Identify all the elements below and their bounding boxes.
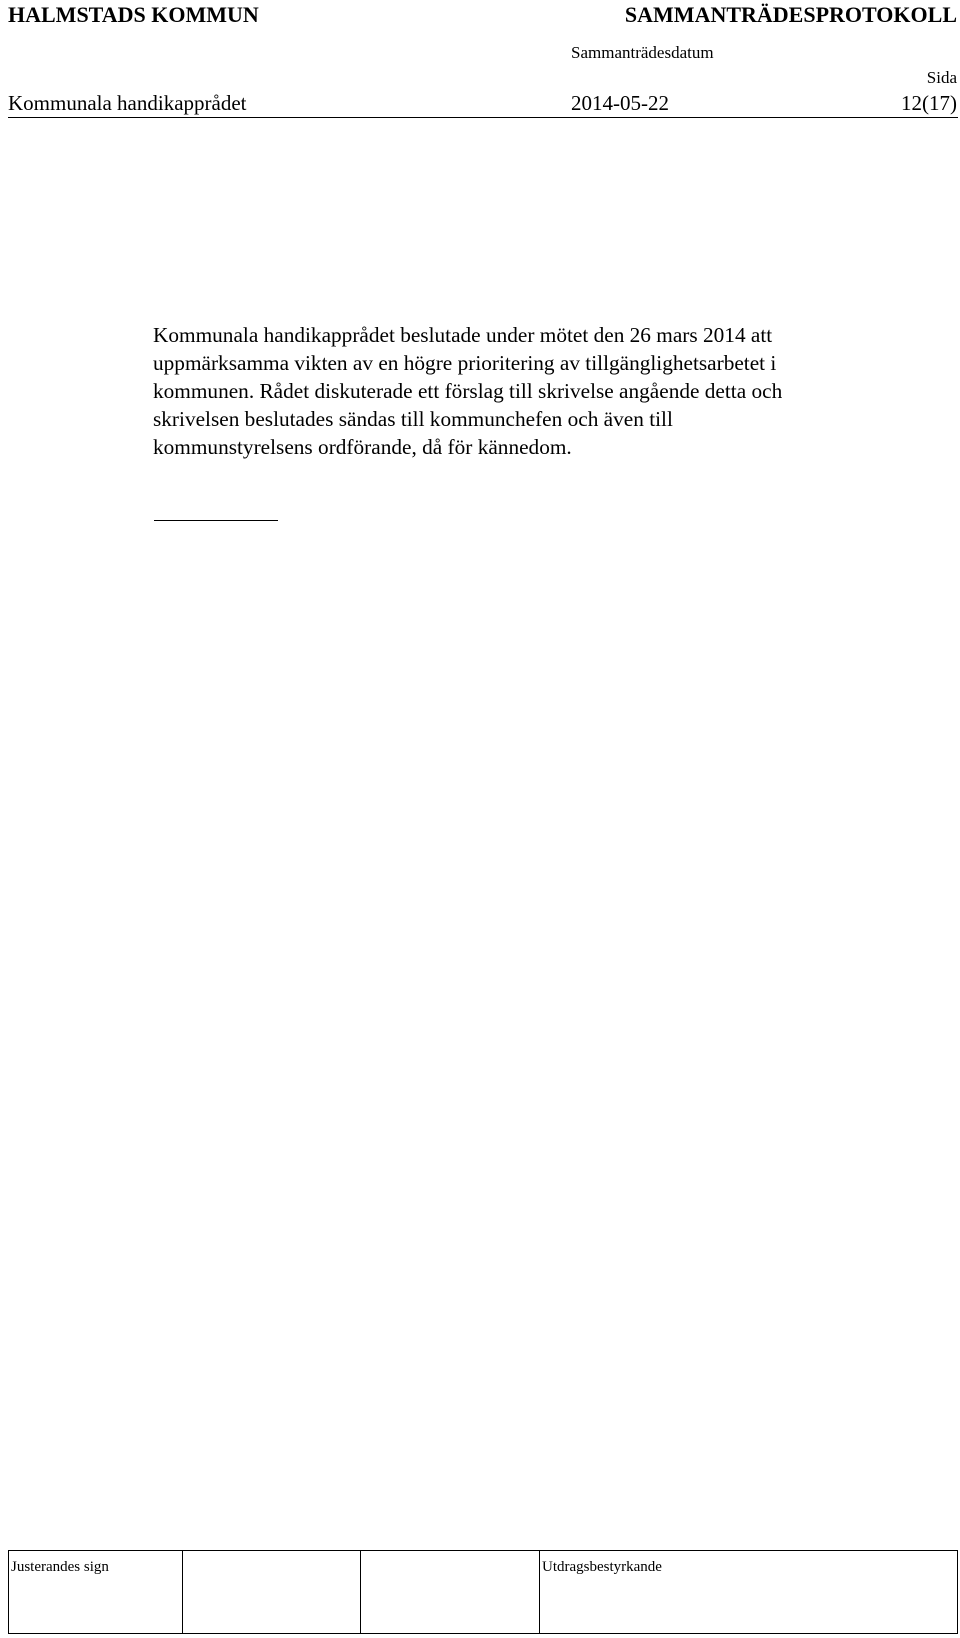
meeting-date: 2014-05-22 [571, 91, 669, 115]
body-paragraph [153, 321, 943, 461]
committee-name: Kommunala handikapprådet [8, 91, 247, 115]
signature-box [183, 1551, 361, 1633]
organization-name: HALMSTADS KOMMUN [8, 2, 259, 27]
extract-label: Utdragsbestyrkande [542, 1559, 662, 1575]
signature-table [8, 1550, 958, 1634]
header-divider [8, 117, 958, 118]
signature-label: Justerandes sign [11, 1559, 109, 1575]
signature-cell [9, 1551, 183, 1633]
signature-box [361, 1551, 540, 1633]
page-label: Sida [926, 68, 957, 87]
extract-cell [540, 1551, 957, 1633]
body-line: uppmärksamma vikten av en högre prioritering av tillgänglighetsarbetet i [153, 351, 777, 375]
page-number: 12(17) [901, 91, 957, 115]
body-line: Kommunala handikapprådet beslutade under mötet den 26 mars 2014 att [153, 323, 773, 347]
section-end-rule [154, 520, 278, 521]
document-type: SAMMANTRÄDESPROTOKOLL [624, 2, 957, 27]
body-line: skrivelsen beslutades sändas till kommunchefen och även till [153, 407, 673, 431]
body-line: kommunstyrelsens ordförande, då för kännedom. [153, 435, 572, 459]
body-line: kommunen. Rådet diskuterade ett förslag till skrivelse angående detta och [153, 379, 783, 403]
meeting-date-label: Sammanträdesdatum [571, 43, 714, 62]
